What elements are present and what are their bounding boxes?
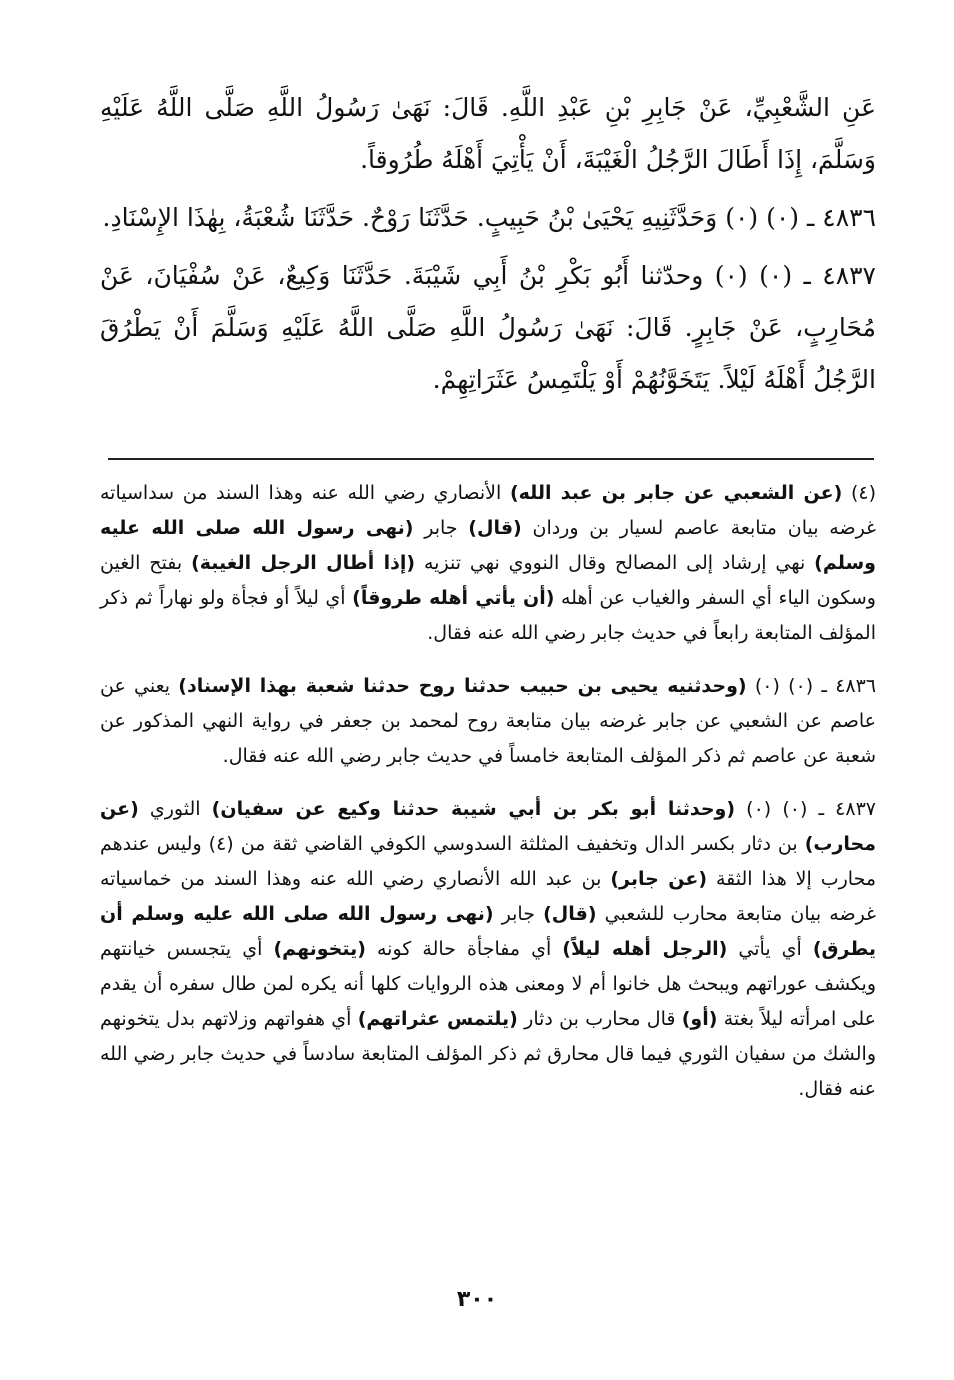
commentary-paragraph-4837	[100, 792, 876, 1107]
commentary-text: ٤٨٣٦ ـ (٠) (٠)	[746, 675, 877, 697]
commentary-quote: (عن الشعبي عن جابر بن عبد الله)	[509, 482, 843, 504]
commentary-text: يعني عن عاصم عن الشعبي عن جابر غرضه بيان متابعة روح لمحمد بن جعفر في رواية النهي المذكور عن شعبة عن عاصم ثم ذكر المؤلف المتابعة خامساً في حديث جابر رضي الله عنه فقال.	[100, 675, 876, 767]
commentary-quote: (قال)	[543, 903, 597, 925]
commentary-quote: (قال)	[468, 517, 522, 539]
hadith-paragraph-1: عَنِ الشَّعْبِيِّ، عَنْ جَابِرِ بْنِ عَبْدِ اللَّهِ. قَالَ: نَهَىٰ رَسُولُ اللَّهِ صَلَّى اللَّهُ عَلَيْهِ وَسَلَّمَ، إِذَا أَطَالَ الرَّجُلُ الْغَيْبَةَ، أَنْ يَأْتِيَ أَهْلَهُ طُرُوقاً.	[100, 93, 876, 174]
hadith-paragraph-4836: ٤٨٣٦ ـ (٠) (٠) وَحَدَّثَنِيهِ يَحْيَىٰ بْنُ حَبِيبٍ. حَدَّثَنَا رَوْحٌ. حَدَّثَنَا شُعْبَةُ، بِهٰذَا الإِسْنَادِ.	[102, 203, 876, 232]
commentary-quote: (وحدثنيه يحيى بن حبيب حدثنا روح حدثنا شعبة بهذا الإسناد)	[178, 675, 747, 697]
hadith-paragraph-4837: ٤٨٣٧ ـ (٠) (٠) وحدّثنا أَبُو بَكْرِ بْنُ أَبِي شَيْبَةَ. حَدَّثَنَا وَكِيعٌ، عَنْ سُفْيَانَ، عَنْ مُحَارِبٍ، عَنْ جَابِرٍ. قَالَ: نَهَىٰ رَسُولُ اللَّهِ صَلَّى اللَّهُ عَلَيْهِ وَسَلَّمَ أَنْ يَطْرُقَ الرَّجُلُ أَهْلَهُ لَيْلاً. يَتَخَوَّنُهُمْ أَوْ يَلْتَمِسُ عَثَرَاتِهِمْ.	[100, 261, 876, 394]
commentary-quote: (أو)	[681, 1008, 718, 1030]
commentary-text: (٤)	[842, 482, 877, 504]
hadith-main-text	[100, 82, 876, 412]
commentary-quote: (نهى رسول الله صلى الله عليه وسلم)	[100, 517, 876, 574]
commentary-text: قال محارب بن دثار	[517, 1008, 682, 1030]
commentary-quote: (عن محارب)	[100, 798, 877, 855]
commentary-paragraph-4836	[100, 669, 876, 774]
commentary-text: أي يأتي	[727, 938, 813, 960]
commentary-text: جابر	[413, 517, 469, 539]
commentary-quote: (يلتمس عثراتهم)	[357, 1008, 518, 1030]
commentary-text: أي ليلاً أو فجأة ولو نهاراً ثم ذكر المؤلف المتابعة رابعاً في حديث جابر رضي الله عنه فقال.	[100, 587, 876, 644]
commentary-text: بن دثار بكسر الدال وتخفيف المثلثة السدوسي الكوفي القاضي ثقة من (٤) وليس عندهم محارب إلا هذا الثقة	[100, 833, 877, 890]
commentary-text: الأنصاري رضي الله عنه وهذا السند من سداسياته غرضه بيان متابعة عاصم لسيار بن وردان	[100, 482, 876, 539]
commentary-quote: (عن جابر)	[610, 868, 708, 890]
commentary-quote: (يتخونهم)	[273, 938, 366, 960]
commentary-text: جابر	[493, 903, 544, 925]
commentary-text: أي هفواتهم وزلاتهم بدل يتخونهم والشك من سفيان الثوري فيما قال محارق ثم ذكر المؤلف المتابعة سادساً في حديث جابر رضي الله عنه فقال.	[100, 1008, 876, 1100]
commentary-text: أي يتجسس خيانتهم ويكشف عوراتهم ويبحث هل خانوا أم لا ومعنى هذه الروايات كلها أنه يكره لمن طال سفره أن يقدم على امرأته ليلاً بغتة	[100, 938, 876, 1030]
commentary-text: بن عبد الله الأنصاري رضي الله عنه وهذا السند من خماسياته غرضه بيان متابعة محارب للشعبي	[100, 868, 876, 925]
commentary-paragraph-4	[100, 476, 876, 651]
commentary-quote: (إذا أطال الرجل الغيبة)	[191, 552, 416, 574]
commentary-quote: (أن يأتي أهله طروقاً)	[352, 587, 555, 609]
commentary-quote: (نهى رسول الله صلى الله عليه وسلم أن يطرق)	[100, 903, 877, 960]
commentary-text: نهي إرشاد إلى المصالح وقال النووي نهي تنزيه	[415, 552, 815, 574]
commentary-text: أي مفاجأة حالة كونه	[365, 938, 563, 960]
footnote-divider	[108, 458, 874, 460]
commentary-quote: (الرجل أهله ليلاً)	[562, 938, 728, 960]
commentary-text: بفتح الغين وسكون الياء أي السفر والغياب عن أهله	[100, 552, 876, 609]
commentary-text: ٤٨٣٧ ـ (٠) (٠)	[735, 798, 876, 820]
commentary-section	[100, 476, 876, 1125]
commentary-quote: (وحدثنا أبو بكر بن أبي شيبة حدثنا وكيع عن سفيان)	[211, 798, 736, 820]
commentary-text: الثوري	[138, 798, 212, 820]
page-number: ٣٠٠	[456, 1287, 498, 1312]
